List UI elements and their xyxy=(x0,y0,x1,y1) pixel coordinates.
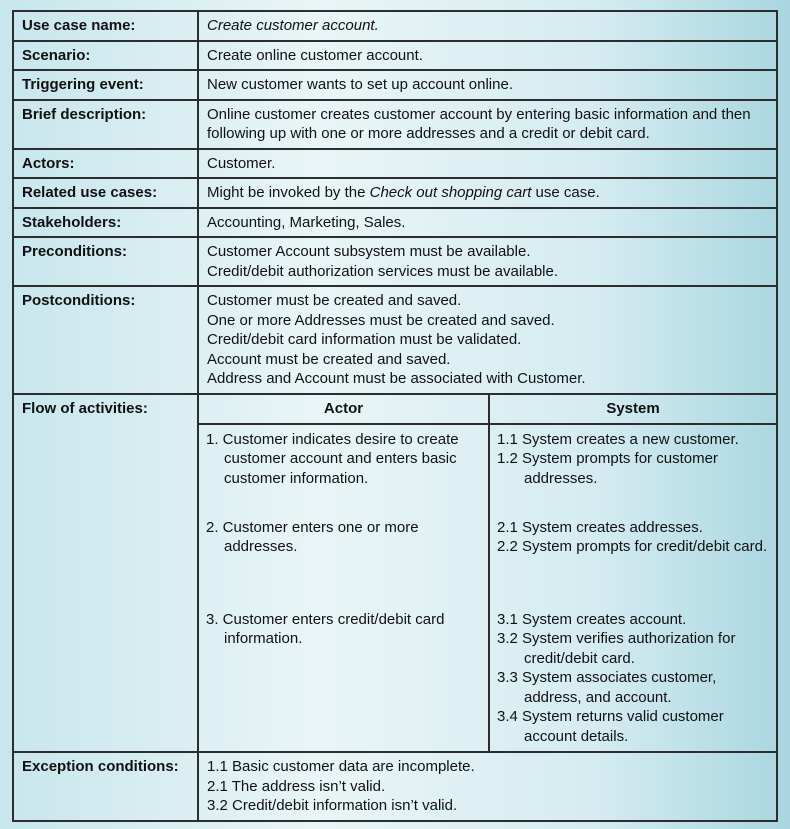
value-scenario: Create online customer account. xyxy=(198,41,777,71)
label-postconditions: Postconditions: xyxy=(13,286,198,394)
system-group-3 xyxy=(497,607,768,747)
label-preconditions: Preconditions: xyxy=(13,237,198,286)
actor-step: 1. Customer indicates desire to create customer account and enters basic customer information. xyxy=(206,430,459,487)
row-actors xyxy=(13,149,777,179)
related-use-case-link-text: Check out shopping cart xyxy=(369,184,532,201)
value-stakeholders: Accounting, Marketing, Sales. xyxy=(198,208,777,238)
label-triggering-event: Triggering event: xyxy=(13,70,198,100)
label-scenario: Scenario: xyxy=(13,41,198,71)
system-step: 2.1 System creates addresses. xyxy=(497,518,703,536)
actor-step-3-wrap xyxy=(206,607,480,649)
actor-step-1-wrap xyxy=(206,430,480,510)
system-column-header: System xyxy=(489,395,776,424)
row-stakeholders xyxy=(13,208,777,238)
value-related-use-cases xyxy=(198,178,777,208)
actor-column-header: Actor xyxy=(199,395,489,424)
row-scenario xyxy=(13,41,777,71)
value-triggering-event: New customer wants to set up account online. xyxy=(198,70,777,100)
value-preconditions xyxy=(198,237,777,286)
label-brief-description: Brief description: xyxy=(13,100,198,149)
system-step: 3.4 System returns valid customer account details. xyxy=(497,708,724,745)
system-step: 3.2 System verifies authorization for credit/debit card. xyxy=(497,630,736,667)
value-postconditions xyxy=(198,286,777,394)
label-use-case-name: Use case name: xyxy=(13,11,198,41)
related-prefix: Might be invoked by the xyxy=(207,184,370,201)
system-steps xyxy=(489,424,776,752)
postcondition-line: Customer must be created and saved. xyxy=(207,292,462,309)
row-flow-of-activities xyxy=(13,394,777,753)
use-case-table xyxy=(12,10,778,822)
row-brief-description xyxy=(13,100,777,149)
row-preconditions xyxy=(13,237,777,286)
label-exception-conditions: Exception conditions: xyxy=(13,752,198,821)
row-postconditions xyxy=(13,286,777,394)
row-exception-conditions xyxy=(13,752,777,821)
system-step: 3.1 System creates account. xyxy=(497,610,687,628)
value-actors: Customer. xyxy=(198,149,777,179)
label-stakeholders: Stakeholders: xyxy=(13,208,198,238)
flow-table xyxy=(199,395,776,752)
actor-step: 3. Customer enters credit/debit card information. xyxy=(206,610,445,647)
row-use-case-name xyxy=(13,11,777,41)
exception-line: 1.1 Basic customer data are incomplete. xyxy=(207,758,475,775)
postcondition-line: One or more Addresses must be created and saved. xyxy=(207,311,555,329)
postcondition-line: Account must be created and saved. xyxy=(207,350,451,368)
label-flow-of-activities: Flow of activities: xyxy=(13,394,198,753)
exception-line: 2.1 The address isn’t valid. xyxy=(207,777,386,795)
system-step: 1.2 System prompts for customer addresses. xyxy=(497,450,718,487)
value-brief-description: Online customer creates customer account by entering basic information and then following up with one or more addresses and a credit or debit card. xyxy=(198,100,777,149)
value-exception-conditions xyxy=(198,752,777,821)
postcondition-line: Address and Account must be associated with Customer. xyxy=(207,370,586,387)
label-related-use-cases: Related use cases: xyxy=(13,178,198,208)
actor-step-2-wrap xyxy=(206,510,480,607)
row-related-use-cases xyxy=(13,178,777,208)
precondition-line: Credit/debit authorization services must be available. xyxy=(207,262,559,280)
postcondition-line: Credit/debit card information must be validated. xyxy=(207,331,522,348)
flow-table-cell xyxy=(198,394,777,753)
system-group-1 xyxy=(497,430,768,510)
exception-line: 3.2 Credit/debit information isn’t valid. xyxy=(207,797,458,814)
precondition-line: Customer Account subsystem must be available. xyxy=(207,243,531,260)
system-group-2 xyxy=(497,510,768,607)
system-step: 2.2 System prompts for credit/debit card. xyxy=(497,538,768,555)
related-suffix: use case. xyxy=(531,184,600,201)
row-triggering-event xyxy=(13,70,777,100)
value-use-case-name: Create customer account. xyxy=(198,11,777,41)
actor-step: 2. Customer enters one or more addresses. xyxy=(206,518,419,555)
label-actors: Actors: xyxy=(13,149,198,179)
system-step: 3.3 System associates customer, address, and account. xyxy=(497,669,717,706)
use-case-document xyxy=(12,10,778,822)
system-step: 1.1 System creates a new customer. xyxy=(497,430,739,448)
actor-steps xyxy=(199,424,489,752)
